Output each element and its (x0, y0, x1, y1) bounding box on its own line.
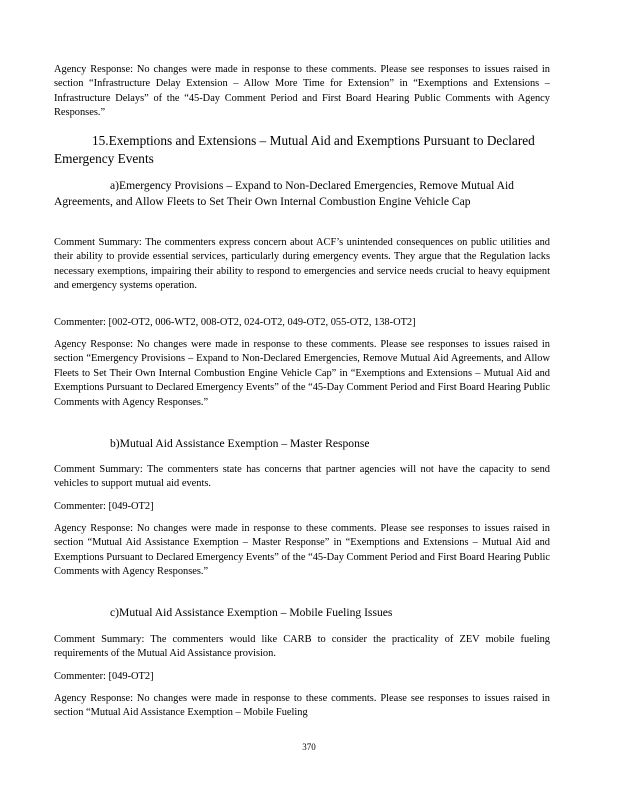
subsection-heading-b: b)Mutual Aid Assistance Exemption – Master Response (110, 437, 370, 450)
page-number: 370 (302, 742, 316, 752)
subsection-heading-a (54, 178, 550, 210)
section-heading-15 (54, 132, 554, 167)
agency-response-emergency-provisions: Agency Response: No changes were made in response to these comments. Please see responses to issues raised in section “Emergency Provisions – Expand to Non-Declared Emergencies, Remove Mutual Aid Agreements, and Allow Fleets to Set Their Own Internal Combustion Engine Vehicle Cap” in “Exemptions and Extensions – Mutual Aid and Exemptions Pursuant to Declared Emergency Events” of the “45-Day Comment Period and First Board Hearing Public Comments with Agency Responses.” (54, 339, 550, 408)
agency-response-mobile-fueling: Agency Response: No changes were made in response to these comments. Please see responses to issues raised in section “Mutual Aid Assistance Exemption – Mobile Fueling (54, 693, 550, 719)
agency-response-mutual-aid-master: Agency Response: No changes were made in response to these comments. Please see responses to issues raised in section “Mutual Aid Assistance Exemption – Master Response” in “Exemptions and Extensions – Mutual Aid and Exemptions Pursuant to Declared Emergency Events” of the “45-Day Comment Period and First Board Hearing Public Comments with Agency Responses.” (54, 523, 550, 578)
subsection-heading-c: c)Mutual Aid Assistance Exemption – Mobile Fueling Issues (110, 606, 393, 619)
agency-response-infrastructure-delay: Agency Response: No changes were made in response to these comments. Please see responses to issues raised in section “Infrastructure Delay Extension – Allow More Time for Extension” in “Exemptions and Extensions – Infrastructure Delays” of the “45-Day Comment Period and First Board Hearing Public Comments with Agency Responses.” (54, 64, 550, 119)
commenter-list-mobile-fueling: Commenter: [049-OT2] (54, 671, 154, 682)
section-heading-15-text: 15.Exemptions and Extensions – Mutual Aid and Exemptions Pursuant to Declared Emergency Events (54, 133, 535, 166)
comment-summary-emergency-provisions: Comment Summary: The commenters express concern about ACF’s unintended consequences on public utilities and their ability to provide essential services, particularly during emergency events. They argue that the Regulation lacks necessary exemptions, impairing their ability to respond to emergencies and service needs crucial to heavy equipment and emergency systems operation. (54, 237, 550, 292)
commenter-list-mutual-aid-master: Commenter: [049-OT2] (54, 501, 154, 512)
subsection-heading-a-text: a)Emergency Provisions – Expand to Non-Declared Emergencies, Remove Mutual Aid Agreements, and Allow Fleets to Set Their Own Internal Combustion Engine Vehicle Cap (54, 179, 514, 208)
comment-summary-mutual-aid-master: Comment Summary: The commenters state has concerns that partner agencies will not have the capacity to send vehicles to support mutual aid events. (54, 464, 550, 490)
comment-summary-mobile-fueling: Comment Summary: The commenters would like CARB to consider the practicality of ZEV mobile fueling requirements of the Mutual Aid Assistance provision. (54, 634, 550, 660)
commenter-list-emergency-provisions: Commenter: [002-OT2, 006-WT2, 008-OT2, 024-OT2, 049-OT2, 055-OT2, 138-OT2] (54, 317, 416, 328)
